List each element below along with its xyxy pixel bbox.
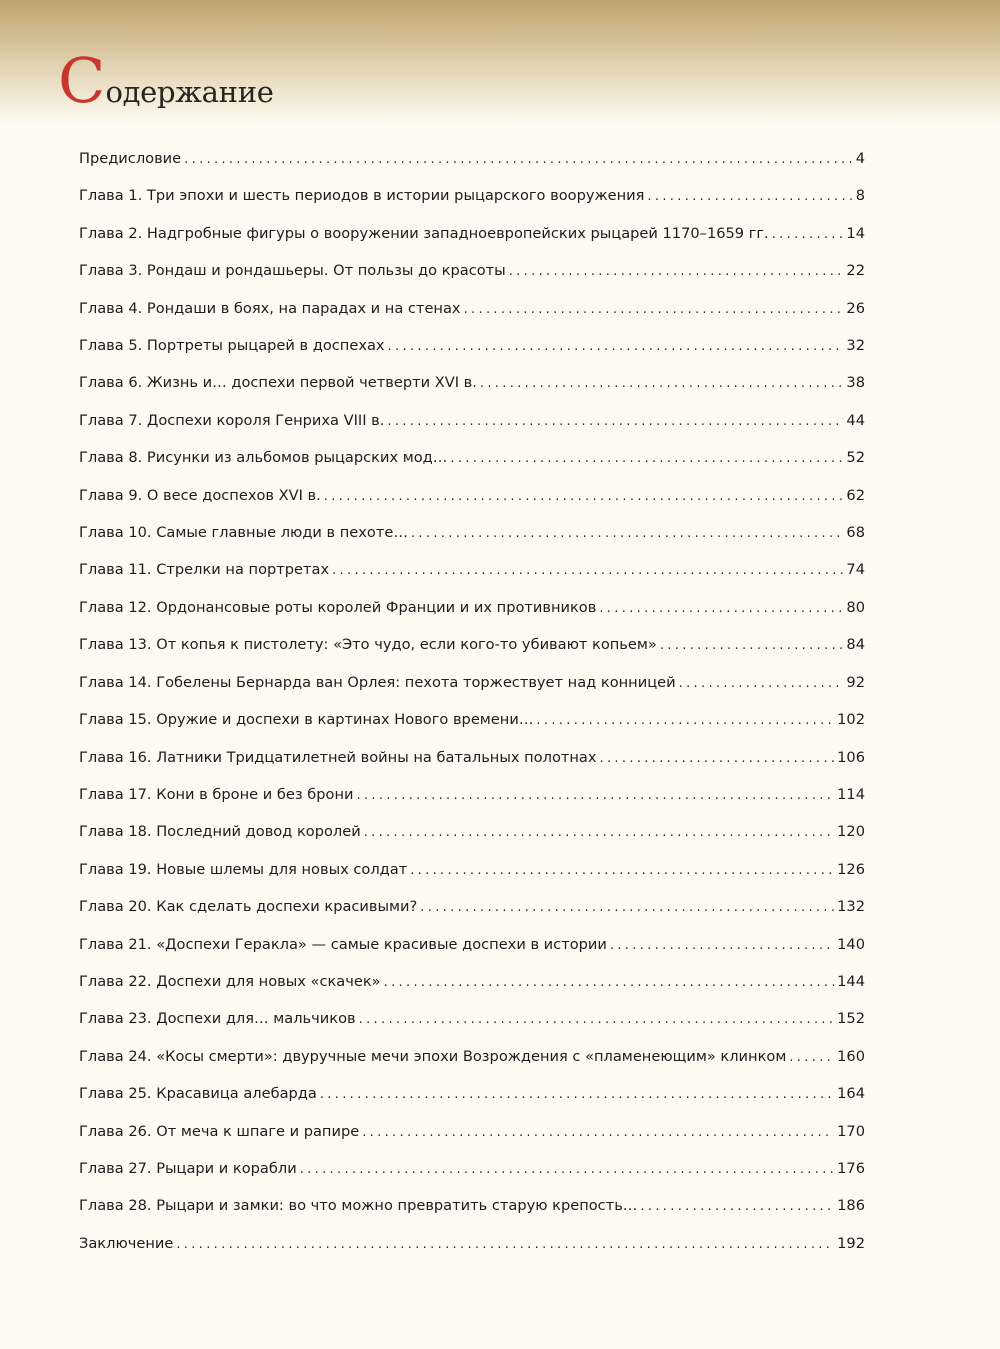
page-title — [58, 44, 274, 117]
toc-entry-page-number: 164 — [837, 1085, 865, 1103]
dot-leader — [600, 740, 835, 777]
toc-entry — [79, 851, 865, 888]
dot-leader — [640, 1188, 834, 1225]
dot-leader — [388, 328, 844, 365]
toc-entry-page-number: 106 — [837, 748, 865, 766]
toc-entry-page-number: 62 — [846, 486, 865, 504]
toc-entry — [79, 1000, 865, 1037]
toc-entry — [79, 1038, 865, 1075]
toc-entry-title: Глава 20. Как сделать доспехи красивыми? — [79, 898, 418, 916]
toc-entry — [79, 551, 865, 588]
toc-entry-title: Глава 10. Самые главные люди в пехоте… — [79, 524, 408, 542]
toc-entry — [79, 776, 865, 813]
dot-leader — [362, 1114, 834, 1151]
dot-leader — [176, 1226, 834, 1263]
toc-entry — [79, 1187, 865, 1224]
dot-leader — [647, 178, 852, 215]
toc-entry-title: Глава 14. Гобелены Бернарда ван Орлея: пехота торжествует над конницей — [79, 673, 676, 691]
toc-entry-page-number: 140 — [837, 935, 865, 953]
toc-entry-title: Глава 15. Оружие и доспехи в картинах Нового времени… — [79, 711, 534, 729]
toc-entry-title: Глава 25. Красавица алебарда — [79, 1085, 317, 1103]
toc-entry-title: Глава 3. Рондаш и рондашьеры. От пользы до красоты — [79, 262, 506, 280]
dot-leader — [464, 291, 844, 328]
toc-entry-page-number: 120 — [837, 823, 865, 841]
toc-entry-title: Предисловие — [79, 150, 182, 167]
title-drop-cap: С — [58, 44, 106, 117]
toc-entry-page-number: 14 — [846, 224, 865, 242]
toc-entry-page-number: 80 — [846, 598, 865, 616]
toc-entry — [79, 626, 865, 663]
dot-leader — [410, 852, 834, 889]
toc-entry-title: Глава 26. От меча к шпаге и рапире — [79, 1122, 360, 1140]
dot-leader — [660, 627, 844, 664]
dot-leader — [384, 964, 835, 1001]
dot-leader — [356, 777, 834, 814]
dot-leader — [320, 1076, 834, 1113]
toc-entry — [79, 739, 865, 776]
dot-leader — [411, 515, 843, 552]
toc-entry — [79, 439, 865, 476]
toc-entry — [79, 664, 865, 701]
toc-entry — [79, 327, 865, 364]
toc-entry-title: Глава 22. Доспехи для новых «скачек» — [79, 972, 381, 990]
toc-entry-page-number: 126 — [837, 860, 865, 878]
toc-entry — [79, 364, 865, 401]
toc-entry-page-number: 114 — [837, 785, 865, 803]
toc-entry — [79, 215, 865, 252]
dot-leader — [184, 141, 853, 178]
toc-entry-page-number: 8 — [855, 187, 865, 205]
toc-entry — [79, 402, 865, 439]
dot-leader — [480, 365, 844, 402]
toc-entry-title: Глава 28. Рыцари и замки: во что можно превратить старую крепость… — [79, 1197, 638, 1215]
toc-entry-page-number: 38 — [846, 374, 865, 392]
toc-entry-title: Заключение — [79, 1234, 174, 1252]
toc-entry-title: Глава 6. Жизнь и… доспехи первой четверти XVI в. — [79, 374, 477, 392]
toc-entry-page-number: 22 — [846, 262, 865, 280]
dot-leader — [364, 814, 834, 851]
toc-entry-page-number: 84 — [846, 636, 865, 654]
table-of-contents — [79, 140, 865, 1262]
toc-entry-page-number: 68 — [846, 524, 865, 542]
dot-leader — [332, 552, 843, 589]
toc-entry-page-number: 132 — [837, 898, 865, 916]
toc-entry — [79, 888, 865, 925]
toc-entry — [79, 514, 865, 551]
toc-entry — [79, 589, 865, 626]
toc-entry — [79, 252, 865, 289]
toc-entry — [79, 1113, 865, 1150]
toc-entry-title: Глава 23. Доспехи для… мальчиков — [79, 1010, 356, 1028]
toc-entry — [79, 1075, 865, 1112]
toc-entry-page-number: 92 — [846, 673, 865, 691]
dot-leader — [420, 889, 834, 926]
toc-entry-page-number: 144 — [837, 972, 865, 990]
toc-entry-title: Глава 11. Стрелки на портретах — [79, 561, 330, 579]
toc-entry-page-number: 52 — [846, 449, 865, 467]
toc-entry-page-number: 32 — [846, 337, 865, 355]
toc-entry-page-number: 186 — [837, 1197, 865, 1215]
toc-entry-title: Глава 13. От копья к пистолету: «Это чудо, если кого-то убивают копьем» — [79, 636, 657, 654]
toc-entry-title: Глава 24. «Косы смерти»: двуручные мечи эпохи Возрождения с «пламенеющим» клинком — [79, 1047, 787, 1065]
toc-entry-page-number: 4 — [855, 150, 865, 167]
toc-entry-title: Глава 9. О весе доспехов XVI в. — [79, 486, 321, 504]
dot-leader — [359, 1001, 835, 1038]
toc-entry-title: Глава 21. «Доспехи Геракла» — самые красивые доспехи в истории — [79, 935, 607, 953]
toc-entry-page-number: 26 — [846, 299, 865, 317]
dot-leader — [610, 927, 834, 964]
toc-entry — [79, 813, 865, 850]
toc-entry-page-number: 74 — [846, 561, 865, 579]
toc-entry-title: Глава 7. Доспехи короля Генриха VIII в. — [79, 411, 385, 429]
dot-leader — [536, 702, 834, 739]
toc-entry-title: Глава 17. Кони в броне и без брони — [79, 785, 354, 803]
toc-entry-title: Глава 5. Портреты рыцарей в доспехах — [79, 337, 385, 355]
toc-entry-title: Глава 27. Рыцари и корабли — [79, 1159, 297, 1177]
toc-entry-page-number: 170 — [837, 1122, 865, 1140]
toc-entry-title: Глава 1. Три эпохи и шесть периодов в истории рыцарского вооружения — [79, 187, 645, 205]
toc-entry-page-number: 152 — [837, 1010, 865, 1028]
toc-entry-page-number: 176 — [837, 1159, 865, 1177]
toc-entry-page-number: 102 — [837, 711, 865, 729]
toc-entry — [79, 177, 865, 214]
toc-entry — [79, 701, 865, 738]
toc-entry — [79, 140, 865, 177]
toc-entry — [79, 290, 865, 327]
toc-entry-title: Глава 12. Ордонансовые роты королей Франции и их противников — [79, 598, 597, 616]
toc-entry — [79, 926, 865, 963]
dot-leader — [300, 1151, 834, 1188]
dot-leader — [599, 590, 843, 627]
toc-entry-page-number: 44 — [846, 411, 865, 429]
toc-entry-title: Глава 2. Надгробные фигуры о вооружении западноевропейских рыцарей 1170–1659 гг. — [79, 224, 769, 242]
toc-entry-page-number: 160 — [837, 1047, 865, 1065]
toc-entry-title: Глава 4. Рондаши в боях, на парадах и на стенах — [79, 299, 461, 317]
toc-entry-title: Глава 19. Новые шлемы для новых солдат — [79, 860, 408, 878]
dot-leader — [679, 665, 844, 702]
dot-leader — [772, 216, 844, 253]
toc-entry — [79, 1150, 865, 1187]
toc-entry-page-number: 192 — [837, 1234, 865, 1252]
dot-leader — [789, 1039, 834, 1076]
toc-entry-title: Глава 8. Рисунки из альбомов рыцарских мод… — [79, 449, 448, 467]
toc-entry — [79, 1225, 865, 1262]
toc-entry — [79, 963, 865, 1000]
toc-entry-title: Глава 18. Последний довод королей — [79, 823, 361, 841]
title-text: одержание — [105, 75, 274, 109]
toc-entry — [79, 477, 865, 514]
dot-leader — [387, 403, 843, 440]
dot-leader — [324, 478, 844, 515]
dot-leader — [450, 440, 843, 477]
dot-leader — [509, 253, 844, 290]
toc-entry-title: Глава 16. Латники Тридцатилетней войны на батальных полотнах — [79, 748, 597, 766]
